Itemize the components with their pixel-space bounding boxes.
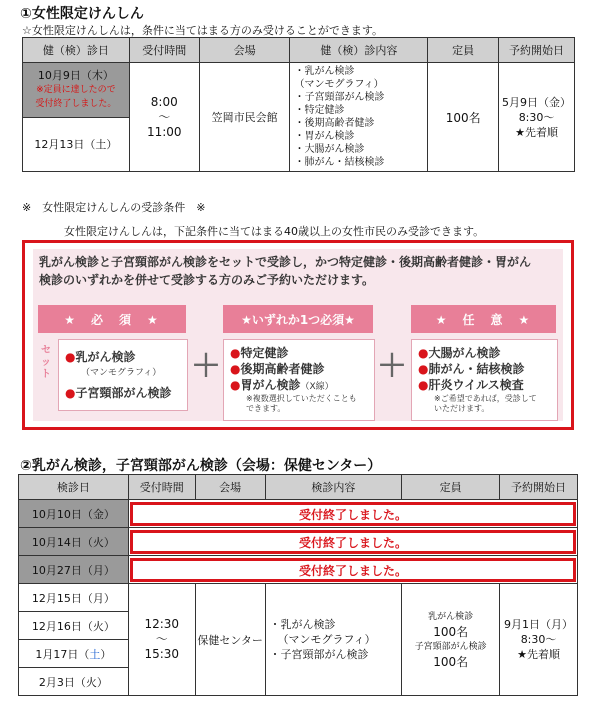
s2-reserve-time: 8:30～ [520,633,557,646]
col2-item3: ●胃がん検診（X線） [230,378,334,392]
s1-content-item: ・後期高齢者健診 [294,118,375,129]
s2-date-3: 2月3日（火） [19,668,129,696]
col3-note: ※ご希望であれば，受診して いただけます。 [434,394,537,413]
s1-content-item: （マンモグラフィ） [294,79,384,90]
col2-title: ★いずれか1つ必須★ [223,305,373,333]
s2-time-cell [128,584,195,696]
s1-date1: 10月9日（木） [37,68,114,82]
s2-content1: ・乳がん検診 [269,618,336,631]
section2-title: ②乳がん検診，子宮頸部がん検診（会場：保健センター） [20,455,381,477]
col1-box [58,339,188,411]
s1-date1-note2: 受付終了しました。 [35,98,117,109]
s1-contents-cell [290,63,428,172]
section1-title: ①女性限定けんしん [20,6,144,22]
s1-date1-note1: ※定員に達したので [36,84,116,95]
s2-closed-date-3: 10月27日（月） [19,556,129,584]
s2-time-end: 15:30 [144,647,180,661]
s2-header-capacity: 定員 [402,475,500,500]
s2-closed-date-2: 10月14日（火） [19,528,129,556]
s2-cap1-label: 乳がん検診 [428,611,474,622]
conditions-box [22,240,574,430]
s2-date-sat: 1月17日（土） [19,640,129,668]
col2-box [223,339,375,421]
col3-item3: ●肝炎ウイルス検査 [418,378,524,392]
s2-capacity-cell [402,584,500,696]
s1-content-item: ・乳がん検診 [294,66,355,77]
s2-reserve-note: ★先着順 [517,648,560,661]
s1-content-item: ・肺がん・結核検診 [294,157,385,168]
col3-box [411,339,558,421]
s1-time-tilde: ～ [158,109,171,124]
s1-time-end: 11:00 [146,124,182,139]
s1-time-start: 8:00 [150,94,178,109]
s1-header-venue: 会場 [199,38,290,63]
s2-header-content: 検診内容 [265,475,402,500]
s1-header-time: 受付時間 [129,38,199,63]
s1-reserve-time: 8:30～ [518,110,555,124]
col1-title: ★ 必 須 ★ [38,305,186,333]
s2-content-cell [265,584,402,696]
s1-header-content: 健（検）診内容 [290,38,428,63]
s1-reserve-note: ★先着順 [515,125,558,139]
s2-date-2: 12月16日（火） [19,612,129,640]
s2-closed-date-1: 10月10日（金） [19,500,129,528]
plus-icon-2: ＋ [377,349,407,384]
s2-date-sat-day: 土 [89,647,101,661]
s2-header-venue: 会場 [195,475,265,500]
s2-reserve-cell [500,584,578,696]
col1-item1-sub: （マンモグラフィ） [81,368,162,378]
s1-time-cell [129,63,199,172]
s1-header-capacity: 定員 [428,38,499,63]
col1-item2: ●子宮頸部がん検診 [65,386,172,400]
s1-content-item: ・子宮頸部がん検診 [294,92,385,103]
s2-time-start: 12:30 [144,617,180,631]
s2-time-tilde: ～ [155,632,168,646]
s1-header-reserve: 予約開始日 [499,38,575,63]
conditions-panel [33,249,563,421]
s1-content-item: ・胃がん検診 [294,131,355,142]
s2-cap1: 100名 [433,624,469,639]
closed-banner-3: 受付終了しました。 [130,558,576,582]
plus-icon: ＋ [191,349,221,384]
s1-venue: 笠岡市民会館 [199,63,290,172]
s1-content-item: ・特定健診 [294,105,345,116]
col1-set-label: セット [41,345,51,380]
closed-banner-2: 受付終了しました。 [130,530,576,554]
s2-content2: ・子宮頸部がん検診 [269,648,369,661]
s2-venue: 保健センター [195,584,265,696]
col1-item1: ●乳がん検診 [65,350,136,364]
closed-banner-1: 受付終了しました。 [130,502,576,526]
col3-title: ★ 任 意 ★ [411,305,556,333]
s1-reserve-cell [499,63,575,172]
s2-content1-sub: （マンモグラフィ） [277,633,376,646]
s2-header-reserve: 予約開始日 [500,475,578,500]
conditions-box-text [39,253,531,289]
s1-capacity: 100名 [428,63,499,172]
col2-note: ※複数選択していただくことも できます。 [246,394,357,413]
conditions-line1: 乳がん検診と子宮頸部がん検診をセットで受診し，かつ特定健診・後期高齢者健診・胃がん [39,255,532,269]
s1-header-date: 健（検）診日 [23,38,130,63]
conditions-line2: 検診のいずれかを併せて受診する方のみご予約いただけます。 [39,273,375,287]
col3-item2: ●肺がん・結核検診 [418,362,525,376]
s2-date-1: 12月15日（月） [19,584,129,612]
conditions-lead: 女性限定けんしんは，下記条件に当てはまる40歳以上の女性市民のみ受診できます。 [64,225,485,238]
s2-cap2-label: 子宮頸部がん検診 [414,641,487,652]
section1-note: ☆女性限定けんしんは，条件に当てはまる方のみ受けることができます。 [22,24,383,37]
col3-item1: ●大腸がん検診 [418,346,501,360]
s1-reserve-date: 5月9日（金） [502,95,572,109]
s2-cap2: 100名 [433,654,469,669]
section1-table [22,37,575,172]
s2-header-date: 検診日 [19,475,129,500]
s1-content-item: ・大腸がん検診 [294,144,365,155]
conditions-title: ※ 女性限定けんしんの受診条件 ※ [22,201,206,214]
col2-item1: ●特定健診 [230,346,289,360]
s1-date2: 12月13日（土） [23,117,130,172]
s2-header-time: 受付時間 [128,475,195,500]
col2-item2: ●後期高齢者健診 [230,362,325,376]
s1-date1-cell [23,63,130,118]
s2-reserve-date: 9月1日（月） [504,618,574,631]
